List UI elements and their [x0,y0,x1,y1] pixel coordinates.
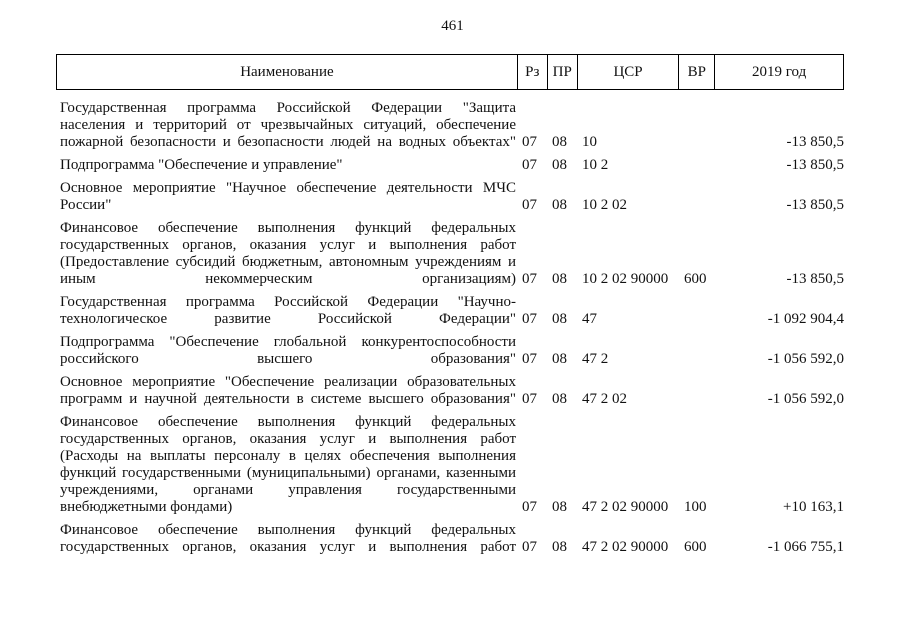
row-amount: -1 056 592,0 [767,351,844,367]
row-csr: 10 [582,134,597,150]
row-csr: 47 [582,311,597,327]
row-amount: -1 056 592,0 [767,391,844,407]
header-csr: ЦСР [578,55,680,89]
row-pr: 08 [552,391,567,407]
row-amount: -1 066 755,1 [767,539,844,555]
row-vr: 600 [684,539,707,555]
row-vr: 100 [684,499,707,515]
row-amount: -13 850,5 [786,271,844,287]
row-name: Финансовое обеспечение выполнения функций федеральных государственных органов, оказания услуг и выполнения работ (Расходы на выплаты персоналу в целях обеспечения выполнения функций государственными (муниципальными) органами, казенными учреждениями, органами управления государственными внебюджетными фондами) [60,414,516,515]
header-vr: ВР [679,55,715,89]
row-amount: -1 092 904,4 [767,311,844,327]
table-row [60,157,844,174]
row-vr: 600 [684,271,707,287]
row-amount: -13 850,5 [786,197,844,213]
header-year: 2019 год [752,63,807,80]
row-pr: 08 [552,271,567,287]
row-amount: -13 850,5 [786,157,844,173]
row-rz: 07 [522,391,537,407]
row-rz: 07 [522,157,537,173]
row-csr: 10 2 02 [582,197,627,213]
header-name: Наименование [57,55,518,89]
row-rz: 07 [522,134,537,150]
budget-table-body [60,94,844,556]
table-row [60,374,844,408]
row-rz: 07 [522,197,537,213]
row-pr: 08 [552,351,567,367]
row-pr: 08 [552,157,567,173]
row-name: Финансовое обеспечение выполнения функций федеральных государственных органов, оказания услуг и выполнения работ (Предоставление субсидий бюджетным, автономным учреждениям и иным некоммерческим организациям) [60,220,516,287]
table-row [60,522,844,556]
row-amount: +10 163,1 [783,499,844,515]
row-rz: 07 [522,499,537,515]
row-rz: 07 [522,539,537,555]
row-rz: 07 [522,311,537,327]
page-number: 461 [441,18,464,34]
row-name: Основное мероприятие "Научное обеспечение деятельности МЧС России" [60,180,516,213]
row-name: Финансовое обеспечение выполнения функций федеральных государственных органов, оказания услуг и выполнения работ [60,522,516,555]
row-rz: 07 [522,271,537,287]
table-row [60,100,844,151]
header-rz: Рз [518,55,548,89]
row-csr: 47 2 [582,351,609,367]
row-pr: 08 [552,499,567,515]
table-row [60,334,844,368]
header-pr: ПР [548,55,578,89]
table-row [60,180,844,214]
row-pr: 08 [552,311,567,327]
row-name: Государственная программа Российской Федерации "Защита населения и территорий от чрезвычайных ситуаций, обеспечение пожарной безопасности и безопасности людей на водных объектах" [60,100,516,150]
row-name: Подпрограмма "Обеспечение глобальной конкурентоспособности российского высшего образования" [60,334,516,367]
row-csr: 47 2 02 [582,391,627,407]
row-pr: 08 [552,539,567,555]
table-row [60,294,844,328]
row-csr: 10 2 02 90000 [582,271,669,287]
table-row [60,414,844,516]
row-csr: 10 2 [582,157,609,173]
table-header [56,54,844,90]
row-name: Государственная программа Российской Федерации "Научно-технологическое развитие Российской Федерации" [60,294,516,327]
row-name: Подпрограмма "Обеспечение и управление" [60,157,343,173]
row-rz: 07 [522,351,537,367]
row-pr: 08 [552,134,567,150]
row-pr: 08 [552,197,567,213]
table-row [60,220,844,288]
row-amount: -13 850,5 [786,134,844,150]
row-csr: 47 2 02 90000 [582,539,669,555]
row-csr: 47 2 02 90000 [582,499,669,515]
row-name: Основное мероприятие "Обеспечение реализации образовательных программ и научной деятельности в системе высшего образования" [60,374,516,407]
